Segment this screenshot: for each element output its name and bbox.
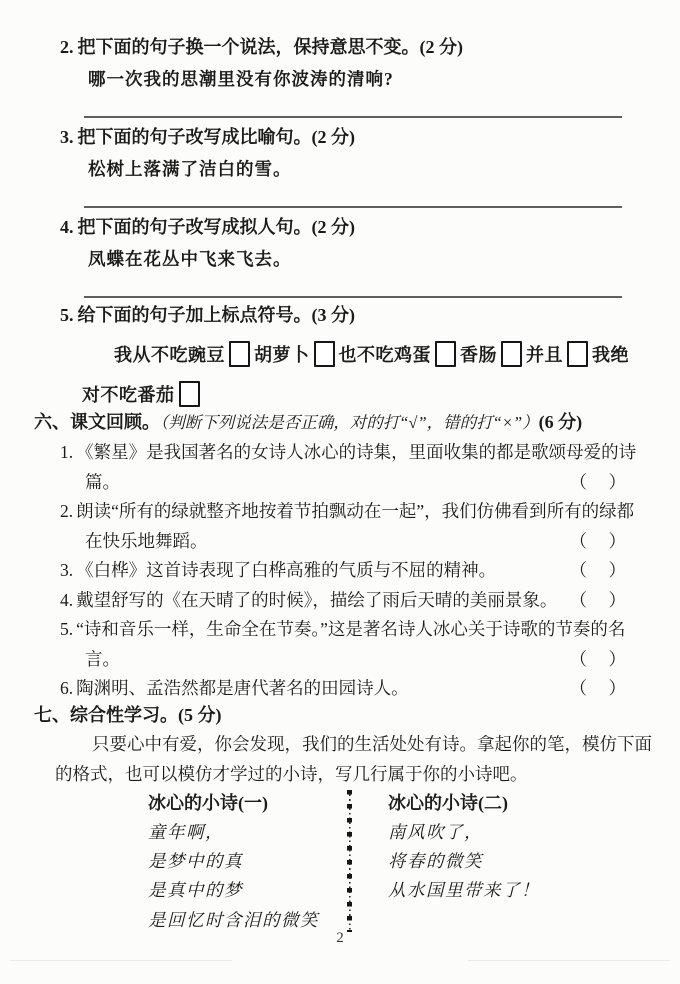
judgment-item-5-line-1 [0, 615, 680, 645]
section-heading-text: 六、课文回顾。 [34, 412, 160, 432]
section-instruction-note: （判断下列说法是否正确，对的打“√”，错的打“×”） [160, 413, 539, 432]
item-text: “诗和音乐一样，生命全在节奏。”这是著名诗人冰心关于诗歌的节奏的名 [76, 619, 626, 639]
scan-shadow-right [468, 960, 670, 961]
punctuation-box[interactable] [179, 381, 200, 407]
instruction-line-1: 只要心中有爱，你会发现，我们的生活处处有诗。拿起你的笔，模仿下面 [92, 734, 652, 754]
item-number: 3. [60, 560, 74, 580]
item-number: 4. [60, 589, 74, 610]
answer-blank-line[interactable] [84, 296, 622, 298]
question-2-sentence: 哪一次我的思潮里没有你波涛的清响? [88, 69, 394, 89]
punctuation-sentence-line-1 [114, 338, 660, 372]
punctuation-box[interactable] [501, 341, 522, 367]
sentence-segment: 香肠 [460, 345, 497, 365]
question-number: 5. [60, 305, 74, 325]
item-number: 5. [60, 619, 74, 639]
poem-one [148, 788, 319, 935]
punctuation-box[interactable] [229, 341, 250, 367]
answer-paren[interactable]: （ ） [569, 648, 628, 669]
judgment-item-4 [0, 586, 680, 616]
judgment-item-2-line-2 [0, 527, 680, 557]
question-4-title [60, 212, 660, 242]
item-text: 朗读“所有的绿就整齐地按着节拍飘动在一起”，我们仿佛看到所有的绿都 [76, 501, 635, 521]
answer-paren[interactable]: （ ） [569, 530, 628, 551]
section-score: (6 分) [538, 412, 583, 432]
scan-shadow-left [10, 960, 232, 961]
answer-paren[interactable]: （ ） [569, 589, 628, 610]
question-3-title [60, 122, 660, 152]
section-seven-heading: 七、综合性学习。(5 分) [34, 705, 222, 725]
question-4-sentence: 凤蝶在花丛中飞来飞去。 [88, 249, 292, 269]
instruction-line-2: 的格式，也可以模仿才学过的小诗，写几行属于你的小诗吧。 [55, 763, 528, 784]
sentence-segment: 也不吃鸡蛋 [338, 345, 431, 365]
punctuation-box[interactable] [435, 341, 456, 367]
sentence-segment: 我从不吃豌豆 [114, 345, 225, 365]
answer-paren[interactable]: （ ） [569, 678, 628, 698]
item-text: 戴望舒写的《在天晴了的时候》，描绘了雨后天晴的美丽景象。 [76, 589, 558, 610]
answer-blank-line[interactable] [84, 206, 622, 208]
poem-line: 童年啊， [148, 822, 224, 842]
item-text: 《繁星》是我国著名的女诗人冰心的诗集，里面收集的都是歌颂母爱的诗 [76, 442, 637, 462]
punctuation-box[interactable] [567, 341, 588, 367]
poem-line: 是梦中的真 [148, 851, 243, 872]
question-number: 2. [60, 37, 74, 57]
judgment-item-3 [0, 556, 680, 586]
item-text: 《白桦》这首诗表现了白桦高雅的气质与不屈的精神。 [76, 560, 497, 580]
answer-blank-line[interactable] [84, 116, 622, 118]
question-title-text: 把下面的句子改写成比喻句。(2 分) [77, 127, 355, 147]
question-5-title [60, 300, 660, 330]
question-2 [60, 32, 660, 118]
poem-line: 从水国里带来了！ [388, 880, 540, 901]
question-5 [60, 300, 660, 412]
question-title-text: 给下面的句子加上标点符号。(3 分) [77, 305, 355, 325]
poem-examples [34, 788, 680, 938]
sentence-segment: 我绝 [592, 345, 629, 365]
question-3 [60, 122, 660, 208]
sentence-segment: 胡萝卜 [254, 345, 310, 365]
question-2-title [60, 32, 660, 62]
poem-line: 南风吹了， [388, 822, 483, 842]
sentence-segment: 并且 [526, 345, 563, 365]
item-text: 篇。 [85, 471, 120, 492]
poem-line: 是真中的梦 [148, 880, 243, 901]
poem-two-title: 冰心的小诗(二) [388, 793, 508, 813]
poem-two [388, 788, 540, 906]
page-number: 2 [336, 930, 344, 946]
dotted-column-divider [347, 790, 352, 932]
section-six-heading [0, 406, 680, 438]
answer-paren[interactable]: （ ） [569, 560, 628, 580]
item-text: 陶渊明、孟浩然都是唐代著名的田园诗人。 [76, 678, 409, 698]
answer-paren[interactable]: （ ） [569, 471, 628, 492]
punctuation-box[interactable] [314, 341, 335, 367]
item-number: 1. [60, 442, 74, 462]
section-seven [34, 700, 680, 789]
poem-one-title: 冰心的小诗(一) [148, 793, 268, 813]
question-number: 4. [60, 217, 74, 237]
item-number: 2. [60, 501, 74, 521]
sentence-segment: 对不吃番茄 [82, 385, 175, 405]
item-number: 6. [60, 678, 74, 698]
question-4 [60, 212, 660, 298]
question-number: 3. [60, 127, 74, 147]
section-six [0, 406, 680, 704]
judgment-item-2-line-1 [0, 497, 680, 527]
poem-line: 将春的微笑 [388, 851, 483, 872]
judgment-item-5-line-2 [0, 645, 680, 675]
question-title-text: 把下面的句子换一个说法，保持意思不变。(2 分) [77, 37, 463, 57]
item-text: 言。 [85, 648, 120, 669]
section-seven-instructions [55, 730, 680, 789]
judgment-item-1-line-1 [0, 438, 680, 468]
question-title-text: 把下面的句子改写成拟人句。(2 分) [77, 217, 355, 237]
question-3-sentence: 松树上落满了洁白的雪。 [88, 159, 292, 179]
judgment-item-1-line-2 [0, 468, 680, 498]
item-text: 在快乐地舞蹈。 [85, 530, 208, 551]
poem-line: 是回忆时含泪的微笑 [148, 909, 319, 930]
